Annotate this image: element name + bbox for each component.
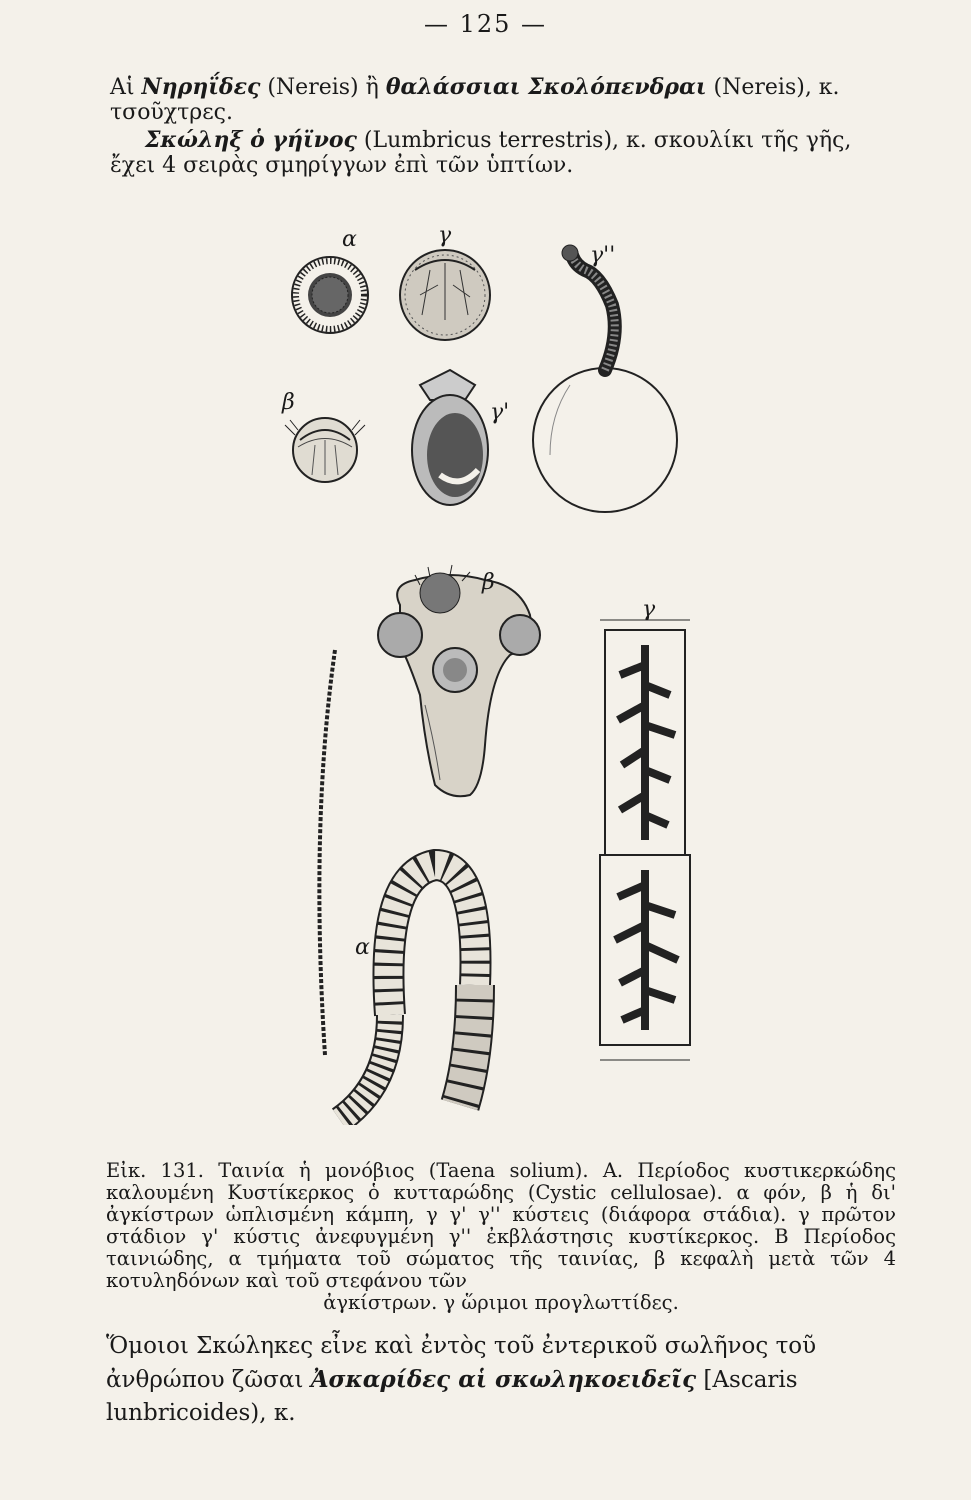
- label-gamma-proglottids: γ: [642, 597, 656, 622]
- figure-caption: [106, 1160, 896, 1314]
- label-alpha-egg: α: [342, 227, 357, 252]
- footer-text1: Ὅμοιοι Σκώληκες εἶνε καὶ ἐντὸς τοῦ ἐντερικοῦ σωλῆνος τοῦ ἀνθρώπου ζῶσαι: [106, 1333, 817, 1393]
- label-gamma-cyst: γ: [438, 223, 452, 248]
- label-beta-head: β: [482, 570, 495, 595]
- body-segments-drawing: [340, 865, 476, 1120]
- tapeworm-figure: [250, 225, 710, 1125]
- egg-drawing: [292, 257, 368, 333]
- cyst-evagination-drawing: [533, 245, 677, 512]
- para2-term-skolex: Σκώληξ ὁ γήϊνος: [145, 127, 357, 153]
- footer-text2: [Ascaris lunbricoides), κ.: [106, 1367, 798, 1426]
- para1-term-nereides: Νηρηΐδες: [141, 74, 261, 100]
- paragraph-nereis: [110, 75, 900, 125]
- para2-text: (Lumbricus terrestris), κ. σκουλίκι τῆς γῆς, ἔχει 4 σειρὰς σμηρίγγων ἐπὶ τῶν ὑπτίων.: [110, 128, 852, 178]
- tapeworm-illustration: [250, 225, 710, 1125]
- scolex-head-drawing: [378, 565, 540, 796]
- para1-text2: (Nereis), κ. τσοῦχτρες.: [110, 75, 840, 125]
- para1-text1: (Nereis) ἢ: [260, 75, 386, 100]
- label-beta-larva: β: [282, 390, 295, 415]
- hooked-larva-drawing: [285, 418, 365, 482]
- footer-term-ascarides: Ἀσκαρίδες αἱ σκωληκοειδεῖς: [310, 1366, 697, 1393]
- label-gamma-prime: γ': [490, 400, 510, 425]
- proglottids-drawing: [600, 620, 690, 1060]
- cyst-opened-drawing: [412, 370, 488, 505]
- paragraph-ascaris: [106, 1330, 901, 1430]
- cyst-stage-1-drawing: [400, 250, 490, 340]
- caption-last-line: ἀγκίστρων. γ ὥριμοι προγλωττίδες.: [323, 1291, 679, 1314]
- page-number: — 125 —: [423, 10, 548, 38]
- caption-body: Εἰκ. 131. Ταινία ἡ μονόβιος (Taena solium). Α. Περίοδος κυστικερκώδης καλουμένη Κυστίκερκος ὁ κυτταρώδης (Cystic cellulosae). α φόν, β ἡ δι' ἀγκίστρων ὡπλισμένη κάμπη, γ γ' γ'' κύστεις (διάφορα στάδια). γ πρῶτον στάδιον γ' κύστις ἀνεφυγμένη γ'' ἐκβλάστησις κυστίκερκος. Β Περίοδος ταινιώδης, α τμήματα τοῦ σώματος τῆς ταινίας, β κεφαλὴ μετὰ τῶν 4 κοτυληδόνων καὶ τοῦ στεφάνου τῶν: [106, 1159, 896, 1292]
- para1-prefix: Αἱ: [110, 75, 142, 100]
- paragraph-lumbricus: [110, 128, 900, 178]
- label-gamma-double-prime: γ'': [590, 243, 616, 268]
- para1-term-scolopendrae: θαλάσσιαι Σκολόπενδραι: [385, 74, 707, 100]
- strobila-thin-drawing: [319, 650, 335, 1055]
- label-alpha-segments: α: [355, 935, 370, 960]
